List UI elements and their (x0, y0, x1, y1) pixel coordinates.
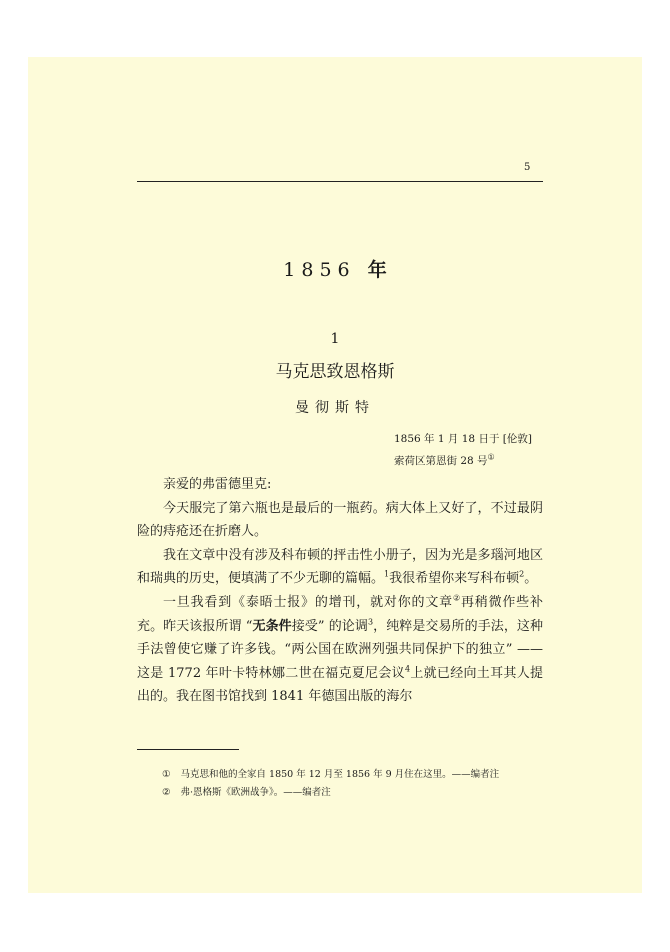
paragraph-3-text-b: 再稍微作些补充。昨天该报所谓 “ (137, 594, 543, 634)
paragraph-3 (137, 591, 543, 709)
paragraph-1: 今天服完了第六瓶也是最后的一瓶药。病大体上又好了，不过最阴险的痔疮还在折磨人。 (137, 500, 543, 540)
paragraph-2-text-a: 我在文章中没有涉及科布顿的抨击性小册子，因为光是多瑙河地区和瑞典的历史，便填满了不少无聊的篇幅。 (137, 547, 543, 587)
footnote-rule (137, 749, 239, 750)
dateline-footnote-mark: ① (487, 452, 495, 462)
letter-number: 1 (330, 331, 340, 347)
paragraph-3-text-a: 一旦我看到《泰晤士报》的增刊，就对你的文章 (163, 594, 453, 610)
note-ref-3: 3 (367, 617, 374, 627)
paragraph-2-text-c: 。 (524, 571, 538, 587)
footnote-1-text: 马克思和他的全家自 1850 年 12 月至 1856 年 9 月住在这里。——编者注 (180, 769, 500, 780)
note-ref-1: 1 (384, 570, 390, 580)
year-digits: 1856 (283, 259, 356, 281)
note-ref-4: 4 (404, 664, 411, 674)
year-heading (0, 255, 670, 282)
footnote-2-text: 弗·恩格斯《欧洲战争》。——编者注 (180, 787, 331, 798)
footnote-1-mark: ① (162, 769, 171, 780)
footnote-2-mark: ② (162, 787, 171, 798)
letter-recipient-place: 曼彻斯特 (295, 400, 375, 416)
paragraph-3-text-e: 上就已经向土耳其人提出的。我在图书馆找到 1841 年德国出版的海尔 (137, 665, 543, 705)
header-rule (137, 181, 543, 182)
paragraph-2-text-b: 我很希望你来写科布顿 (389, 571, 520, 587)
letter-title: 马克思致恩格斯 (275, 362, 395, 382)
footnote-1 (162, 766, 499, 780)
dateline-address: 索荷区第恩街 28 号 (394, 455, 488, 467)
salutation: 亲爱的弗雷德里克: (163, 477, 272, 492)
dateline-1: 1856 年 1 月 18 日于 [伦敦] (394, 433, 532, 445)
year-char: 年 (367, 259, 387, 281)
page-number: 5 (524, 162, 531, 173)
letter-body (137, 473, 543, 709)
paragraph-3-text-c: 接受” 的论调 (291, 618, 368, 634)
note-ref-2: 2 (519, 570, 525, 580)
paragraph-2 (137, 544, 543, 591)
dateline-2 (394, 453, 495, 468)
footnote-2 (162, 784, 331, 798)
emphasis-text: 无条件 (252, 618, 292, 634)
paragraph-3-text-d: ，纯粹是交易所的手法，这种手法曾使它赚了许多钱。“两公国在欧洲列强共同保护下的独立” ——这是 1772 年叶卡特林娜二世在福克夏尼会议 (137, 618, 543, 681)
footnote-ref-2: ② (452, 593, 461, 603)
